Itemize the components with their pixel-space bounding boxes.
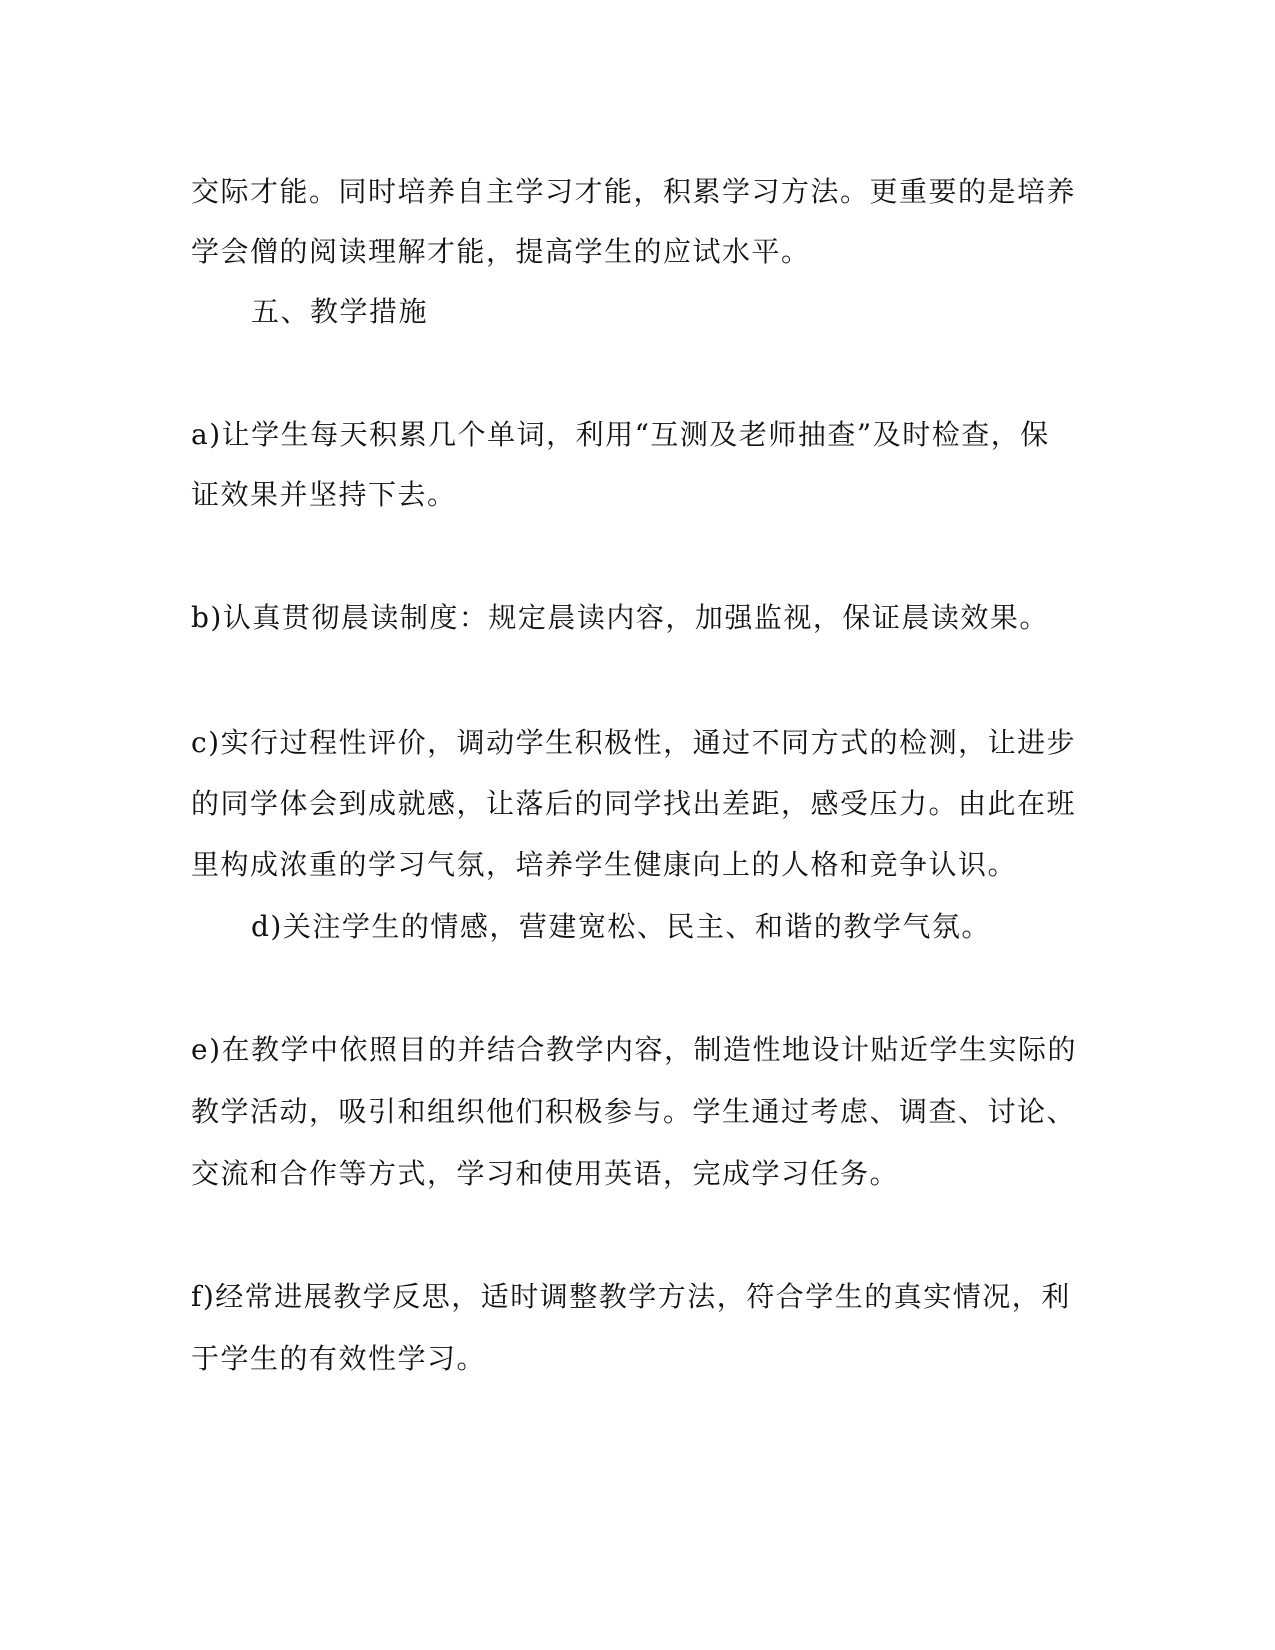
list-item-f-line: f)经常进展教学反思，适时调整教学方法，符合学生的真实情况，利 xyxy=(191,1280,1071,1313)
body-text-line: 学会僧的阅读理解才能，提高学生的应试水平。 xyxy=(191,235,811,268)
list-item-f-line: 于学生的有效性学习。 xyxy=(191,1342,487,1375)
list-item-a-line: 证效果并坚持下去。 xyxy=(191,478,457,511)
list-item-e-line: 教学活动，吸引和组织他们积极参与。学生通过考虑、调查、讨论、 xyxy=(191,1095,1077,1128)
list-item-e-line: 交流和合作等方式，学习和使用英语，完成学习任务。 xyxy=(191,1157,900,1190)
list-item-c-line: 的同学体会到成就感，让落后的同学找出差距，感受压力。由此在班 xyxy=(191,787,1077,820)
list-item-c-line: c)实行过程性评价，调动学生积极性，通过不同方式的检测，让进步 xyxy=(191,726,1077,759)
list-item-d: d)关注学生的情感，营建宽松、民主、和谐的教学气氛。 xyxy=(251,910,991,943)
body-text-line: 交际才能。同时培养自主学习才能，积累学习方法。更重要的是培养 xyxy=(191,175,1077,208)
section-heading: 五、教学措施 xyxy=(251,295,429,328)
list-item-a-line: a)让学生每天积累几个单词，利用“互测及老师抽查”及时检查，保 xyxy=(191,418,1050,451)
list-item-c-line: 里构成浓重的学习气氛，培养学生健康向上的人格和竞争认识。 xyxy=(191,848,1018,881)
list-item-b: b)认真贯彻晨读制度：规定晨读内容，加强监视，保证晨读效果。 xyxy=(191,601,1049,634)
list-item-e-line: e)在教学中依照目的并结合教学内容，制造性地设计贴近学生实际的 xyxy=(191,1033,1077,1066)
